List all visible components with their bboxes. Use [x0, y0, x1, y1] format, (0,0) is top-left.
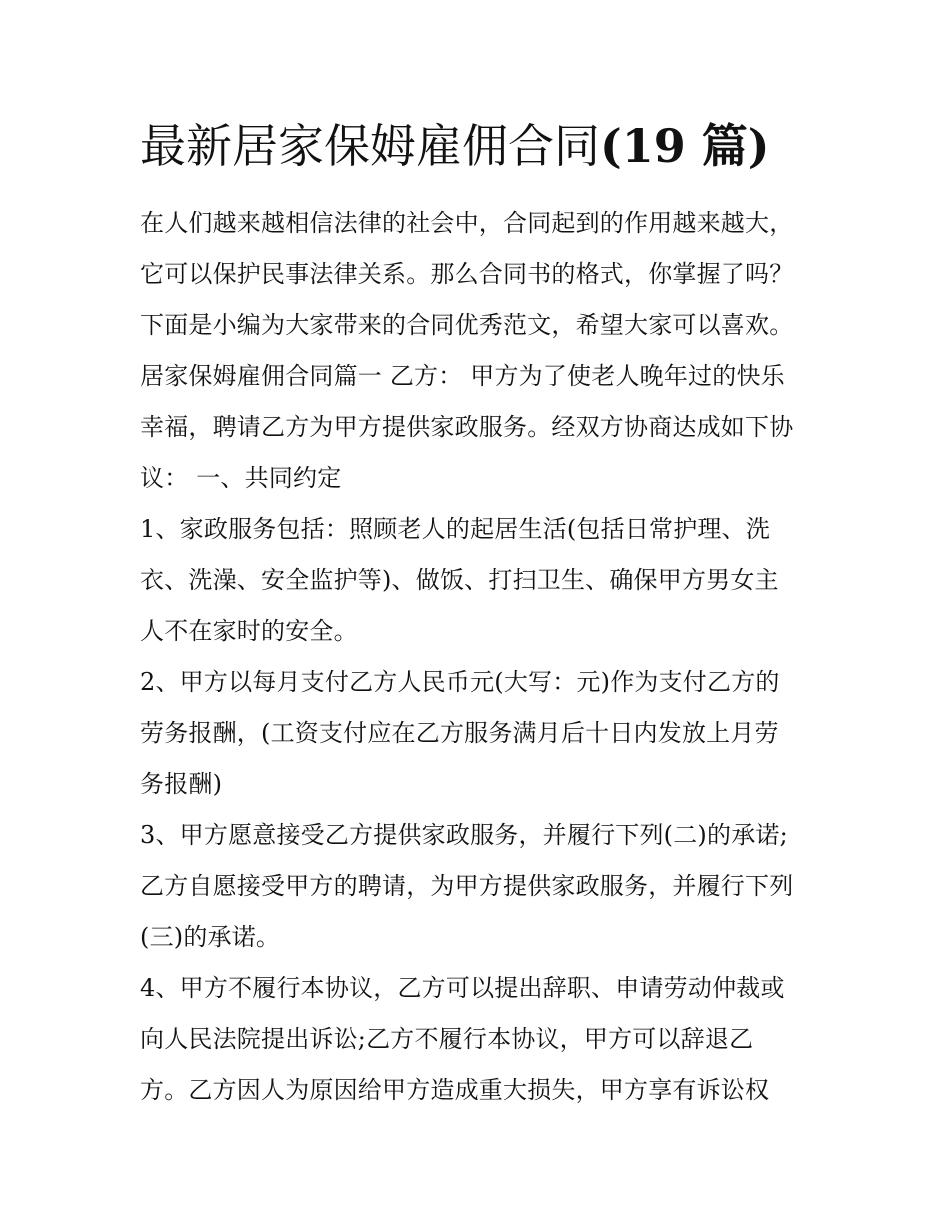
body-line: 方。乙方因人为原因给甲方造成重大损失，甲方享有诉讼权 — [140, 1076, 770, 1104]
body-line: 衣、洗澡、安全监护等)、做饭、打扫卫生、确保甲方男女主 — [140, 566, 779, 594]
document-title — [140, 116, 840, 176]
body-line: 3、甲方愿意接受乙方提供家政服务，并履行下列(二)的承诺; — [140, 821, 788, 849]
body-line: (三)的承诺。 — [140, 923, 281, 951]
body-line: 2、甲方以每月支付乙方人民币元(大写：元)作为支付乙方的 — [140, 668, 780, 696]
body-line: 下面是小编为大家带来的合同优秀范文，希望大家可以喜欢。 — [140, 311, 794, 339]
body-line: 劳务报酬，(工资支付应在乙方服务满月后十日内发放上月劳 — [140, 719, 779, 747]
body-line: 幸福，聘请乙方为甲方提供家政服务。经双方协商达成如下协 — [140, 413, 794, 441]
body-line: 向人民法院提出诉讼;乙方不履行本协议，甲方可以辞退乙 — [140, 1025, 754, 1053]
body-line: 1、家政服务包括：照顾老人的起居生活(包括日常护理、洗 — [140, 515, 771, 543]
body-line: 4、甲方不履行本协议，乙方可以提出辞职、申请劳动仲裁或 — [140, 974, 785, 1002]
body-line: 乙方自愿接受甲方的聘请，为甲方提供家政服务，并履行下列 — [140, 872, 794, 900]
title-count-text: (19 篇) — [600, 119, 770, 173]
body-line: 居家保姆雇佣合同篇一 乙方： 甲方为了使老人晚年过的快乐 — [140, 362, 785, 390]
body-line: 在人们越来越相信法律的社会中，合同起到的作用越来越大， — [140, 209, 794, 237]
title-main-text: 最新居家保姆雇佣合同 — [140, 119, 600, 173]
body-line: 人不在家时的安全。 — [140, 617, 358, 645]
body-line: 议： 一、共同约定 — [140, 464, 342, 492]
body-line: 它可以保护民事法律关系。那么合同书的格式，你掌握了吗？ — [140, 260, 794, 288]
document-body — [140, 198, 830, 1116]
body-line: 务报酬) — [140, 770, 223, 798]
